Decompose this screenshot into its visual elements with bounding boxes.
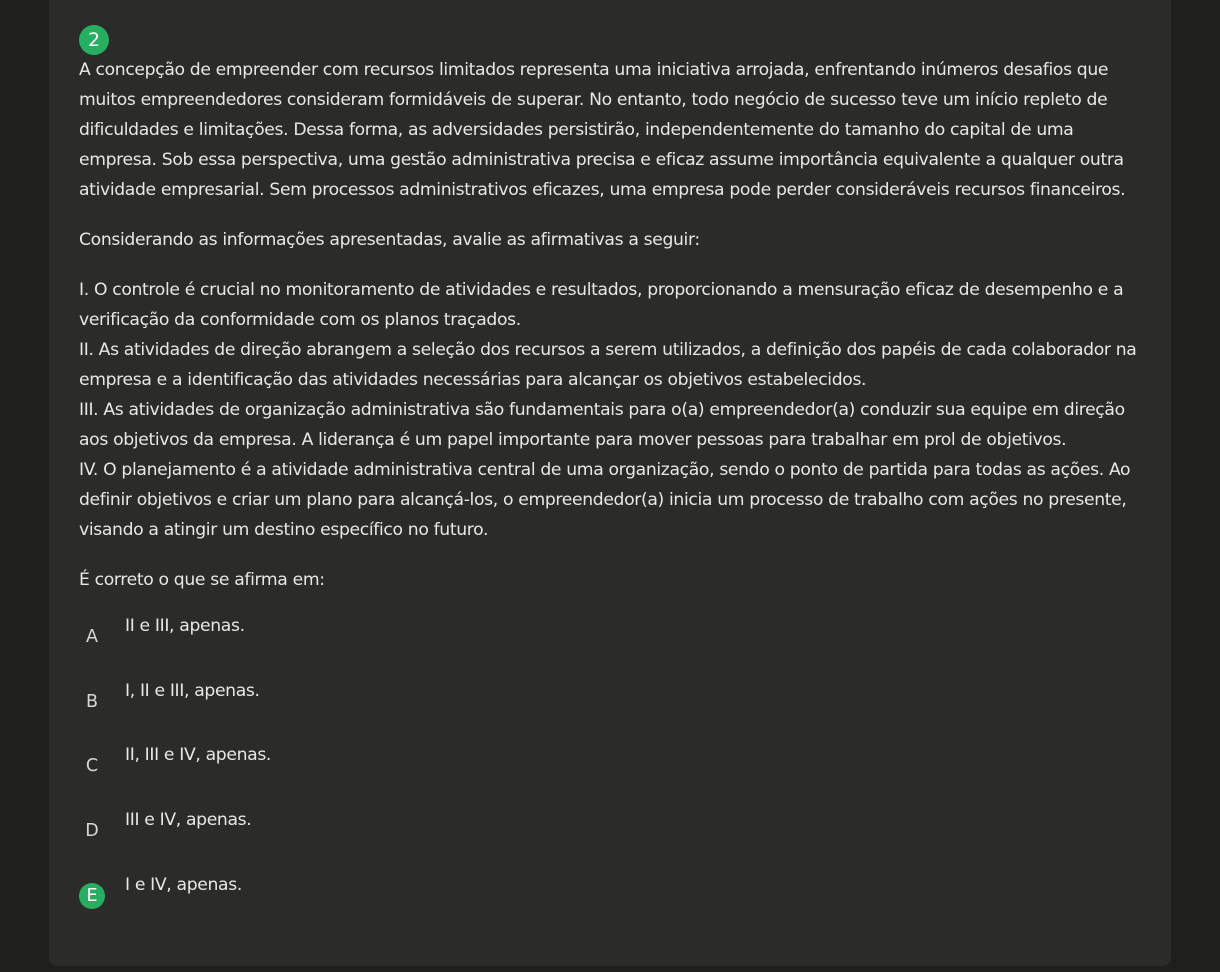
option-text: III e IV, apenas.	[125, 810, 252, 831]
option-e[interactable]	[79, 873, 1139, 938]
option-d[interactable]	[79, 808, 1139, 873]
option-letter-selected: E	[79, 883, 105, 909]
question-card	[49, 0, 1171, 966]
option-letter: D	[85, 821, 99, 842]
question-content	[79, 55, 1149, 595]
option-c[interactable]	[79, 743, 1139, 808]
option-letter: A	[86, 627, 98, 647]
question-number-badge: 2	[79, 25, 109, 55]
option-text: II, III e IV, apenas.	[125, 745, 272, 766]
prompt-text: Considerando as informações apresentadas, avalie as afirmativas a seguir:	[79, 230, 700, 250]
statement-3: III. As atividades de organização administrativa são fundamentais para o(a) empreendedor(a) conduzir sua equipe em direção aos objetivos da empresa. A liderança é um papel importante para mover pessoas para trabalhar em prol de objetivos.	[79, 400, 1125, 450]
context-paragraph: A concepção de empreender com recursos limitados representa uma iniciativa arrojada, enfrentando inúmeros desafios que muitos empreendedores consideram formidáveis de superar. No entanto, todo negócio de sucesso teve um início repleto de dificuldades e limitações. Dessa forma, as adversidades persistirão, independentemente do tamanho do capital de uma empresa. Sob essa perspectiva, uma gestão administrativa precisa e eficaz assume importância equivalente a qualquer outra atividade empresarial. Sem processos administrativos eficazes, uma empresa pode perder consideráveis recursos financeiros.	[79, 60, 1126, 200]
option-letter: B	[85, 691, 98, 712]
statement-4: IV. O planejamento é a atividade administrativa central de uma organização, sendo o ponto de partida para todas as ações. Ao definir objetivos e criar um plano para alcançá-los, o empreendedor(a) inicia um processo de trabalho com ações no presente, visando a atingir um destino específico no futuro.	[79, 460, 1131, 540]
option-letter: C	[85, 756, 99, 777]
option-a[interactable]	[79, 614, 1139, 679]
statement-1: I. O controle é crucial no monitoramento de atividades e resultados, proporcionando a mensuração eficaz de desempenho e a verificação da conformidade com os planos traçados.	[79, 280, 1124, 330]
question-text: É correto o que se afirma em:	[79, 570, 325, 590]
option-b[interactable]	[79, 679, 1139, 744]
statement-2: II. As atividades de direção abrangem a seleção dos recursos a serem utilizados, a definição dos papéis de cada colaborador na empresa e a identificação das atividades necessárias para alcançar os objetivos estabelecidos.	[79, 340, 1137, 390]
option-text: II e III, apenas.	[125, 616, 245, 636]
option-text: I, II e III, apenas.	[125, 680, 260, 701]
option-text: I e IV, apenas.	[125, 874, 242, 895]
answer-options	[79, 614, 1139, 937]
